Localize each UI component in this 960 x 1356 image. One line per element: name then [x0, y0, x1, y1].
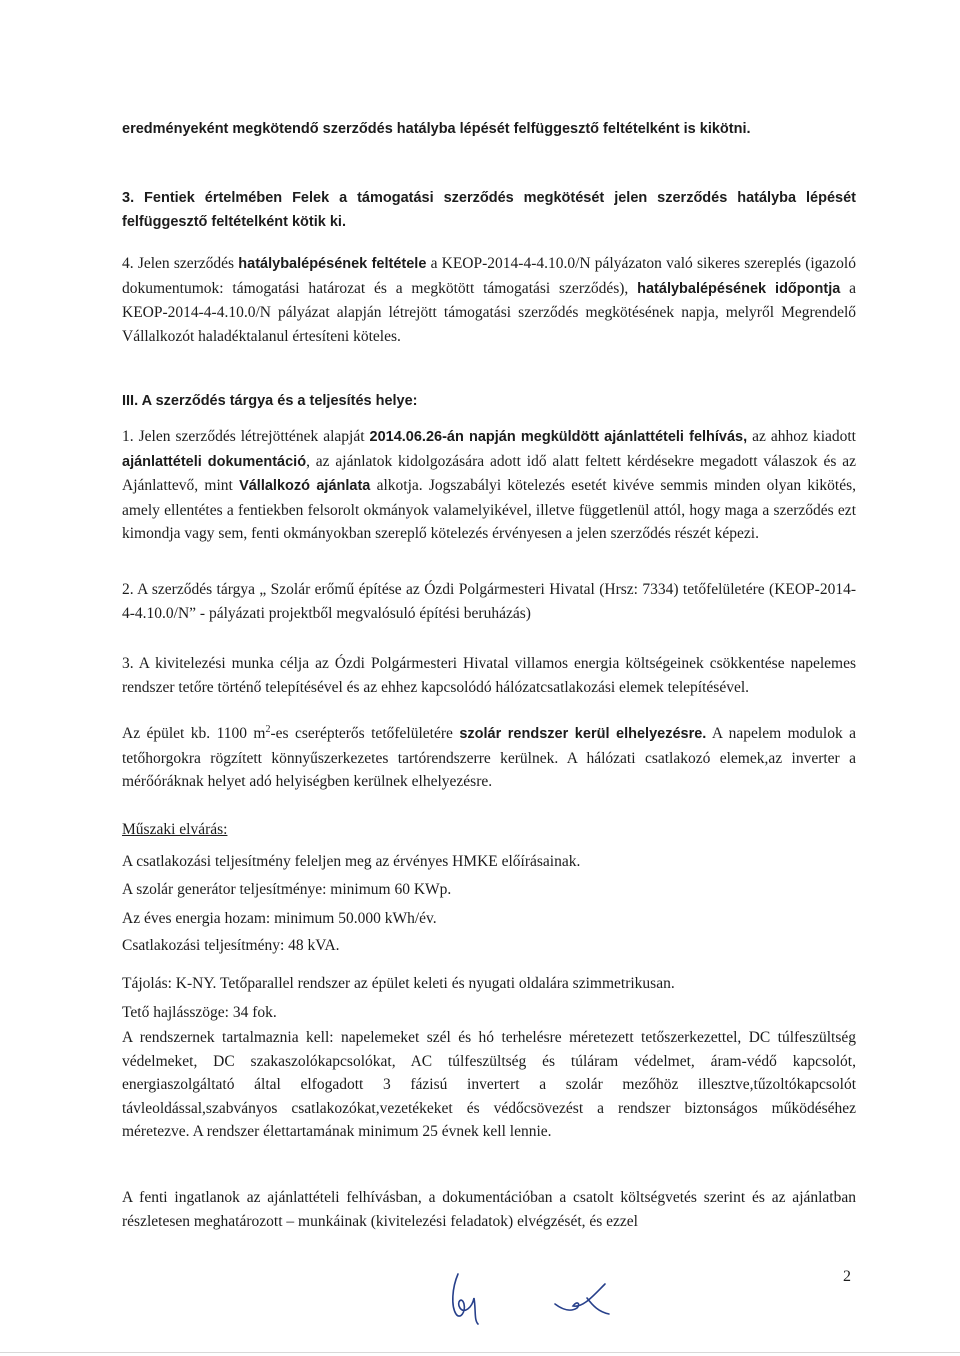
- signature-initials-2: [553, 1278, 613, 1318]
- tech-item: Az éves energia hozam: minimum 50.000 kWh/év.: [122, 909, 437, 927]
- paragraph-text: 3. Fentiek értelmében Felek a támogatási szerződés megkötését jelen szerződés hatályba lépését felfüggesztő feltételként kötik ki.: [122, 190, 856, 230]
- section-paragraph-3: [122, 652, 856, 699]
- orientation: [122, 972, 856, 1024]
- section-heading: III. A szerződés tárgya és a teljesítés helye:: [122, 393, 418, 409]
- tech-item: Csatlakozási teljesítmény: 48 kVA.: [122, 937, 340, 954]
- section-paragraph-2: [122, 578, 856, 625]
- tech-requirements: [122, 818, 856, 958]
- paragraph-text: eredményeként megkötendő szerződés hatályba lépését felfüggesztő feltételként is kikötni.: [122, 121, 751, 137]
- paragraph-text: 3. A kivitelezési munka célja az Ózdi Polgármesteri Hivatal villamos energia költségeinek csökkentése napelemes rendszer tetőre történő telepítésével és az ehhez kapcsolódó hálózatcsatlakozási elemek telepítésével.: [122, 655, 856, 696]
- paragraph-text: A fenti ingatlanok az ajánlattételi felhívásban, a dokumentációban a csatolt költségvetés szerint és az ajánlatban részletesen meghatározott – munkáinak (kivitelezési feladatok) elvégzését, és ezzel: [122, 1189, 856, 1230]
- paragraph-text: Az épület kb. 1100 $m^2-es$ cserépterős tetőfelületére szolár rendszer kerül elhelyezésre. A napelem modulok a tetőhorgokra rögzített könnyűszerkezetes tartórendszerre kerülnek. A hálózati csatlakozó elemek,az inverter a mérőóráknak helyet adó helyiségben kerülnek elhelyezésre.: [122, 723, 856, 790]
- paragraph-text: A rendszernek tartalmaznia kell: napelemeket szél és hó terhelésre méretezett tetőszerkezettel, DC túlfeszültség védelmeket, DC szakaszolókapcsolókat, AC túlfeszültség és túláram védelmet, áram-védő kapcsolót, energiaszolgáltató által elfogadott 3 fázisú invertert a szolár mezőhöz illesztve,tűzoltókapcsolót távleoldással,szabványos csatlakozókat,vezetékeket és védőcsövezést a rendszer biztonságos működéséhez méretezve. A rendszer élettartamának minimum 25 évnek kell lennie.: [122, 1029, 856, 1140]
- orientation-line: Tájolás: K-NY. Tetőparallel rendszer az épület keleti és nyugati oldalára szimmetrikusan.: [122, 975, 675, 992]
- paragraph-3: [122, 187, 856, 234]
- tech-heading: Műszaki elvárás:: [122, 821, 228, 838]
- paragraph-4: [122, 252, 856, 348]
- closing-paragraph: [122, 1186, 856, 1233]
- page-edge-divider: [0, 1352, 960, 1353]
- tech-item: A csatlakozási teljesítmény feleljen meg az érvényes HMKE előírásainak.: [122, 852, 581, 870]
- system-requirements: [122, 1026, 856, 1144]
- paragraph-text: 2. A szerződés tárgya „ Szolár erőmű építése az Ózdi Polgármesteri Hivatal (Hrsz: 7334) tetőfelületére (KEOP-2014-4-4.10.0/N” - pályázati projektből megvalósuló építési beruházás): [122, 581, 856, 622]
- orientation-line: Tető hajlásszöge: 34 fok.: [122, 1003, 277, 1021]
- page-number: 2: [843, 1268, 851, 1285]
- signature-initials-1: [448, 1268, 484, 1328]
- tech-item: A szolár generátor teljesítménye: minimum 60 KWp.: [122, 881, 452, 898]
- section-paragraph-4: [122, 722, 856, 794]
- paragraph-text: 1. Jelen szerződés létrejöttének alapját 2014.06.26-án napján megküldött ajánlattételi felhívás, az ahhoz kiadott ajánlattételi dokumentáció, az ajánlatok kidolgozására adott idő alatt feltett kérdésekre megadott válaszok és az Ajánlattevő, mint Vállalkozó ajánlata alkotja. Jogszabályi kötelezés esetét kivéve semmis minden olyan kikötés, amely ellentétes a fentiekben felsorolt okmányok valamelyikével, illetve függetlenül attól, hogy maga a szerződés ezt kimondja vagy sem, fenti okmányokban szereplő kötelezés érvényesen a jelen szerződés részét képezi.: [122, 428, 857, 542]
- section-paragraph-1: [122, 425, 856, 546]
- paragraph-continuation: [122, 118, 856, 142]
- paragraph-text: 4. Jelen szerződés hatálybalépésének feltétele a KEOP-2014-4-4.10.0/N pályázaton való sikeres szereplés (igazoló dokumentumok: támogatási határozat és a megkötött támogatási szerződés), hatálybalépésének időpontja a KEOP-2014-4-4.10.0/N pályázat alapján létrejött támogatási szerződés megkötésének napja, melyről Megrendelő Vállalkozót haladéktalanul értesíteni köteles.: [122, 255, 856, 345]
